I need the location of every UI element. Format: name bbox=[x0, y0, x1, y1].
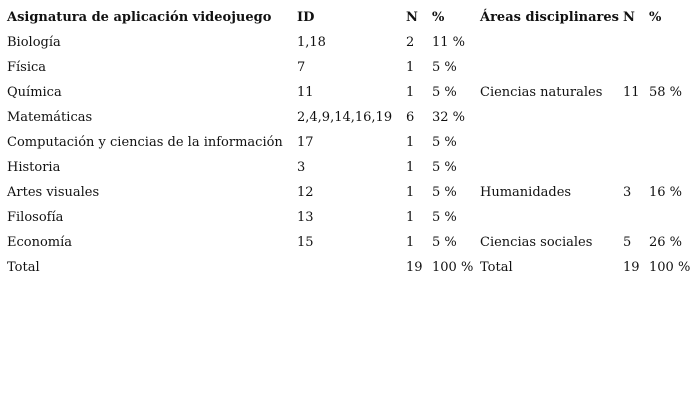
cell-area-n: 5 bbox=[623, 235, 632, 250]
table-total-row bbox=[0, 255, 697, 280]
cell-pct: 11 % bbox=[432, 35, 466, 50]
cell-id: 12 bbox=[297, 185, 314, 200]
cell-area-n: 3 bbox=[623, 185, 632, 200]
cell-id: 17 bbox=[297, 135, 314, 150]
cell-area-pct: 16 % bbox=[649, 185, 683, 200]
cell-n: 6 bbox=[406, 110, 415, 125]
header-id: ID bbox=[297, 10, 315, 25]
header-pct: % bbox=[432, 10, 445, 25]
header-area: Áreas disciplinares bbox=[480, 10, 619, 25]
header-area-n: N bbox=[623, 10, 635, 25]
cell-pct: 5 % bbox=[432, 85, 457, 100]
cell-n: 19 bbox=[406, 260, 423, 275]
cell-area-pct: 58 % bbox=[649, 85, 683, 100]
header-subject: Asignatura de aplicación videojuego bbox=[7, 10, 272, 25]
cell-id: 1,18 bbox=[297, 35, 326, 50]
cell-subject: Física bbox=[7, 60, 47, 75]
cell-subject: Artes visuales bbox=[7, 185, 100, 200]
cell-subject: Economía bbox=[7, 235, 73, 250]
cell-subject: Química bbox=[7, 85, 62, 100]
cell-subject: Total bbox=[7, 260, 40, 275]
cell-pct: 5 % bbox=[432, 210, 457, 225]
cell-subject: Matemáticas bbox=[7, 110, 93, 125]
table-row bbox=[0, 155, 697, 180]
cell-area: Ciencias sociales bbox=[480, 235, 593, 250]
cell-n: 1 bbox=[406, 210, 415, 225]
cell-area-pct: 100 % bbox=[649, 260, 691, 275]
cell-n: 1 bbox=[406, 85, 415, 100]
cell-n: 2 bbox=[406, 35, 415, 50]
cell-pct: 5 % bbox=[432, 135, 457, 150]
table-row bbox=[0, 105, 697, 130]
cell-id: 13 bbox=[297, 210, 314, 225]
cell-subject: Biología bbox=[7, 35, 61, 50]
header-area-pct: % bbox=[649, 10, 662, 25]
table-row bbox=[0, 80, 697, 105]
cell-area-n: 19 bbox=[623, 260, 640, 275]
cell-area: Ciencias naturales bbox=[480, 85, 603, 100]
cell-pct: 5 % bbox=[432, 235, 457, 250]
cell-pct: 5 % bbox=[432, 60, 457, 75]
cell-subject: Filosofía bbox=[7, 210, 64, 225]
cell-id: 15 bbox=[297, 235, 314, 250]
table-row bbox=[0, 205, 697, 230]
table-header-row bbox=[0, 5, 697, 30]
table-row bbox=[0, 180, 697, 205]
cell-id: 7 bbox=[297, 60, 306, 75]
cell-area: Total bbox=[480, 260, 513, 275]
cell-pct: 5 % bbox=[432, 160, 457, 175]
cell-area-pct: 26 % bbox=[649, 235, 683, 250]
cell-id: 11 bbox=[297, 85, 314, 100]
cell-id: 3 bbox=[297, 160, 306, 175]
header-n: N bbox=[406, 10, 418, 25]
cell-pct: 32 % bbox=[432, 110, 466, 125]
cell-subject: Historia bbox=[7, 160, 61, 175]
cell-n: 1 bbox=[406, 185, 415, 200]
table-row bbox=[0, 130, 697, 155]
cell-id: 2,4,9,14,16,19 bbox=[297, 110, 393, 125]
table-row bbox=[0, 230, 697, 255]
table-row bbox=[0, 30, 697, 55]
cell-subject: Computación y ciencias de la información bbox=[7, 135, 283, 150]
cell-n: 1 bbox=[406, 60, 415, 75]
cell-area: Humanidades bbox=[480, 185, 572, 200]
cell-pct: 100 % bbox=[432, 260, 474, 275]
cell-n: 1 bbox=[406, 135, 415, 150]
cell-pct: 5 % bbox=[432, 185, 457, 200]
cell-n: 1 bbox=[406, 235, 415, 250]
cell-area-n: 11 bbox=[623, 85, 640, 100]
table-row bbox=[0, 55, 697, 80]
cell-n: 1 bbox=[406, 160, 415, 175]
